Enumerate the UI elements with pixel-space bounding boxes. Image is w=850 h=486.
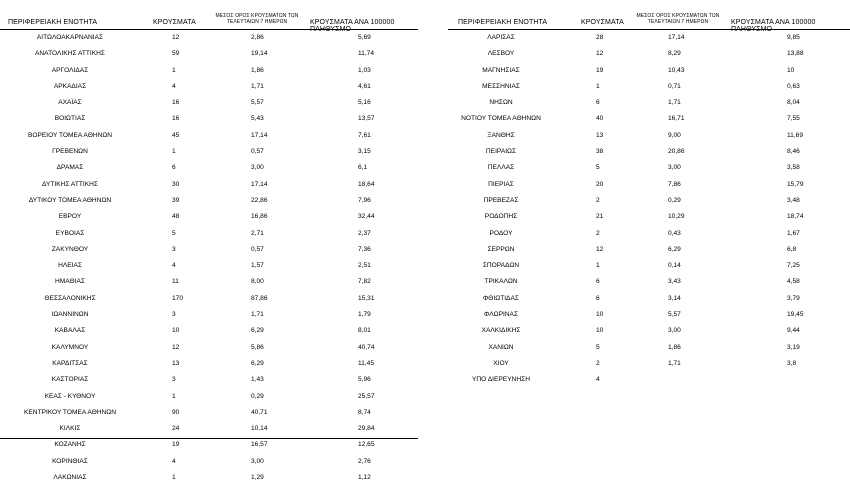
- per100k-cell: 13,57: [358, 115, 375, 123]
- per100k-cell: 1,79: [358, 311, 371, 319]
- per100k-cell: 10: [787, 66, 795, 74]
- per100k-cell: 13,88: [787, 50, 804, 58]
- region-cell: ΞΑΝΘΗΣ: [487, 131, 515, 139]
- table-row: [0, 470, 418, 486]
- cases-cell: 10: [596, 327, 604, 335]
- table-row: [0, 356, 418, 372]
- region-cell: ΗΛΕΙΑΣ: [58, 262, 82, 270]
- avg-cell: 8,29: [668, 50, 681, 58]
- per100k-cell: 18,74: [787, 213, 804, 221]
- table-row: [448, 323, 850, 339]
- cases-cell: 1: [172, 148, 176, 156]
- per100k-cell: 9,44: [787, 327, 800, 335]
- table-row: [0, 421, 418, 437]
- avg-cell: 2,86: [251, 34, 264, 41]
- avg-cell: 6,29: [251, 327, 264, 335]
- avg-cell: 19,14: [251, 50, 268, 58]
- cases-cell: 12: [596, 245, 604, 253]
- table-row: [0, 389, 418, 405]
- avg-cell: 0,29: [668, 196, 681, 204]
- region-cell: ΑΙΤΩΛΟΑΚΑΡΝΑΝΙΑΣ: [36, 34, 104, 41]
- avg-cell: 9,00: [668, 131, 681, 139]
- table-row: [0, 46, 418, 62]
- region-cell: ΛΑΡΙΣΑΣ: [487, 34, 515, 41]
- region-cell: ΚΕΝΤΡΙΚΟΥ ΤΟΜΕΑ ΑΘΗΝΩΝ: [24, 408, 116, 416]
- table-row: [448, 95, 850, 111]
- avg-cell: 17,14: [251, 131, 268, 139]
- region-cell: ΜΕΣΣΗΝΙΑΣ: [482, 82, 520, 90]
- cases-cell: 10: [172, 327, 180, 335]
- table-row: [448, 128, 850, 144]
- cases-cell: 5: [172, 229, 176, 237]
- per100k-cell: 12,65: [358, 441, 375, 449]
- per100k-cell: 3,8: [787, 359, 797, 367]
- avg-cell: 3,00: [668, 164, 681, 172]
- region-cell: ΧΑΛΚΙΔΙΚΗΣ: [481, 327, 521, 335]
- cases-cell: 45: [172, 131, 180, 139]
- table-row: [448, 46, 850, 62]
- cases-cell: 10: [596, 311, 604, 319]
- table-row: [0, 95, 418, 111]
- per100k-cell: 40,74: [358, 343, 375, 351]
- avg-cell: 5,43: [251, 115, 264, 123]
- per100k-cell: 2,51: [358, 262, 371, 270]
- region-cell: ΡΟΔΟΠΗΣ: [484, 213, 518, 221]
- region-cell: ΚΑΣΤΟΡΙΑΣ: [51, 376, 89, 384]
- header-avg: [212, 13, 302, 25]
- per100k-cell: 29,84: [358, 425, 375, 433]
- cases-cell: 13: [172, 359, 180, 367]
- table-row: [0, 193, 418, 209]
- avg-cell: 1,71: [251, 82, 264, 90]
- per100k-cell: 5,96: [358, 376, 371, 384]
- region-cell: ΠΡΕΒΕΖΑΣ: [483, 196, 519, 204]
- header-per100k: ΚΡΟΥΣΜΑΤΑ ΑΝΑ 100000: [731, 19, 816, 26]
- cases-cell: 11: [172, 278, 179, 286]
- cases-cell: 4: [172, 457, 176, 465]
- region-cell: ΑΡΓΟΛΙΔΑΣ: [51, 66, 89, 74]
- avg-cell: 5,57: [668, 311, 681, 319]
- avg-cell: 0,57: [251, 245, 264, 253]
- cases-cell: 6: [596, 294, 600, 302]
- table-row: [448, 307, 850, 323]
- per100k-cell: 3,15: [358, 148, 371, 156]
- per100k-cell: 4,58: [787, 278, 800, 286]
- avg-cell: 17,14: [668, 34, 685, 41]
- per100k-cell: 8,46: [787, 148, 800, 156]
- region-cell: ΛΑΚΩΝΙΑΣ: [53, 474, 87, 482]
- table-row: [0, 307, 418, 323]
- table-row: [448, 372, 850, 388]
- avg-cell: 3,00: [668, 327, 681, 335]
- per100k-cell: 6,1: [358, 164, 368, 172]
- right-table: [448, 0, 850, 389]
- per100k-cell: 7,25: [787, 262, 800, 270]
- region-cell: ΠΙΕΡΙΑΣ: [488, 180, 514, 188]
- cases-cell: 1: [172, 392, 176, 400]
- cases-cell: 6: [596, 278, 600, 286]
- avg-cell: 2,71: [251, 229, 264, 237]
- header-avg-line1: ΜΕΣΟΣ ΟΡΟΣ ΚΡΟΥΣΜΑΤΩΝ ΤΩΝ: [636, 13, 720, 19]
- table-row: [448, 79, 850, 95]
- region-cell: ΚΑΒΑΛΑΣ: [54, 327, 86, 335]
- cases-cell: 12: [172, 343, 180, 351]
- header-per100k: ΚΡΟΥΣΜΑΤΑ ΑΝΑ 100000: [310, 19, 395, 26]
- region-cell: ΠΕΙΡΑΙΩΣ: [485, 148, 517, 156]
- table-row: [0, 323, 418, 339]
- per100k-cell: 15,31: [358, 294, 375, 302]
- per100k-cell: 3,79: [787, 294, 800, 302]
- table-row: [448, 30, 850, 46]
- table-row: [448, 177, 850, 193]
- region-cell: ΧΑΝΙΩΝ: [488, 343, 514, 351]
- avg-cell: 1,57: [251, 262, 264, 270]
- cases-cell: 20: [596, 180, 604, 188]
- cases-cell: 40: [596, 115, 604, 123]
- cases-cell: 1: [596, 262, 600, 270]
- table-row: [0, 30, 418, 46]
- cases-cell: 2: [596, 359, 600, 367]
- cases-cell: 5: [596, 164, 600, 172]
- region-cell: ΔΥΤΙΚΟΥ ΤΟΜΕΑ ΑΘΗΝΩΝ: [28, 196, 112, 204]
- per100k-cell: 3,58: [787, 164, 800, 172]
- avg-cell: 22,86: [251, 196, 268, 204]
- table-row: [0, 144, 418, 160]
- cases-cell: 2: [596, 229, 600, 237]
- table-row: [448, 258, 850, 274]
- table-row: [448, 340, 850, 356]
- region-cell: ΥΠΟ ΔΙΕΡΕΥΝΗΣΗ: [472, 376, 530, 384]
- table-row: [0, 372, 418, 388]
- table-row: [0, 454, 418, 470]
- cases-cell: 38: [596, 148, 604, 156]
- avg-cell: 5,57: [251, 99, 264, 107]
- region-cell: ΔΡΑΜΑΣ: [56, 164, 84, 172]
- avg-cell: 40,71: [251, 408, 268, 416]
- region-cell: ΑΝΑΤΟΛΙΚΗΣ ΑΤΤΙΚΗΣ: [35, 50, 105, 58]
- avg-cell: 6,29: [251, 359, 264, 367]
- region-cell: ΣΕΡΡΩΝ: [487, 245, 515, 253]
- table-row: [0, 79, 418, 95]
- region-cell: ΧΙΟΥ: [493, 359, 509, 367]
- cases-cell: 1: [172, 66, 176, 74]
- cases-cell: 4: [596, 376, 600, 384]
- avg-cell: 1,86: [668, 343, 681, 351]
- cases-cell: 24: [172, 425, 180, 433]
- per100k-cell: 15,79: [787, 180, 804, 188]
- region-cell: ΖΑΚΥΝΘΟΥ: [51, 245, 89, 253]
- cases-cell: 90: [172, 408, 180, 416]
- region-cell: ΚΙΛΚΙΣ: [59, 425, 81, 433]
- table-row: [0, 128, 418, 144]
- left-table: [0, 0, 418, 486]
- cases-cell: 170: [172, 294, 184, 302]
- per100k-cell: 1,12: [358, 474, 371, 482]
- region-cell: ΦΛΩΡΙΝΑΣ: [483, 311, 519, 319]
- per100k-cell: 6,8: [787, 245, 797, 253]
- cases-cell: 16: [172, 115, 180, 123]
- per100k-cell: 9,85: [787, 34, 800, 41]
- table-row: [0, 209, 418, 225]
- cases-cell: 2: [596, 196, 600, 204]
- avg-cell: 16,86: [251, 213, 268, 221]
- table-row: [0, 177, 418, 193]
- per100k-cell: 5,69: [358, 34, 371, 41]
- region-cell: ΚΑΡΔΙΤΣΑΣ: [52, 359, 88, 367]
- table-row: [448, 226, 850, 242]
- per100k-cell: 2,37: [358, 229, 371, 237]
- avg-cell: 16,71: [668, 115, 685, 123]
- per100k-cell: 11,69: [787, 131, 804, 139]
- cases-cell: 39: [172, 196, 180, 204]
- table-row: [0, 242, 418, 258]
- avg-cell: 7,86: [668, 180, 681, 188]
- avg-cell: 0,71: [668, 82, 681, 90]
- per100k-cell: 25,57: [358, 392, 375, 400]
- right-table-body: [448, 30, 850, 389]
- region-cell: ΑΧΑΪΑΣ: [58, 99, 82, 107]
- left-table-body: [0, 30, 418, 486]
- cases-cell: 1: [596, 82, 600, 90]
- avg-cell: 10,29: [668, 213, 685, 221]
- table-row: [0, 405, 418, 421]
- region-cell: ΑΡΚΑΔΙΑΣ: [53, 82, 87, 90]
- cases-cell: 6: [596, 99, 600, 107]
- per100k-cell: 7,55: [787, 115, 800, 123]
- table-row: [448, 274, 850, 290]
- region-cell: ΝΟΤΙΟΥ ΤΟΜΕΑ ΑΘΗΝΩΝ: [461, 115, 541, 123]
- avg-cell: 6,29: [668, 245, 681, 253]
- region-cell: ΦΘΙΩΤΙΔΑΣ: [483, 294, 519, 302]
- region-cell: ΗΜΑΘΙΑΣ: [55, 278, 85, 286]
- cases-cell: 4: [172, 82, 176, 90]
- per100k-cell: 2,76: [358, 457, 371, 465]
- avg-cell: 0,43: [668, 229, 681, 237]
- avg-cell: 3,14: [668, 294, 681, 302]
- per100k-cell: 3,19: [787, 343, 800, 351]
- header-region: ΠΕΡΙΦΕΡΕΙΑΚΗ ΕΝΟΤΗΤΑ: [8, 19, 98, 26]
- cases-cell: 1: [172, 474, 176, 482]
- cases-cell: 48: [172, 213, 180, 221]
- region-cell: ΔΥΤΙΚΗΣ ΑΤΤΙΚΗΣ: [42, 180, 98, 188]
- table-row: [448, 242, 850, 258]
- per100k-cell: 11,74: [358, 50, 375, 58]
- region-cell: ΣΠΟΡΑΔΩΝ: [482, 262, 520, 270]
- region-cell: ΕΥΒΟΙΑΣ: [55, 229, 85, 237]
- per100k-cell: 7,82: [358, 278, 371, 286]
- per100k-cell: 19,45: [787, 311, 804, 319]
- cases-cell: 3: [172, 245, 176, 253]
- cases-cell: 16: [172, 99, 180, 107]
- header-avg-line2: ΤΕΛΕΥΤΑΙΩΝ 7 ΗΜΕΡΩΝ: [647, 19, 709, 25]
- cases-cell: 4: [172, 262, 176, 270]
- per100k-cell: 3,48: [787, 196, 800, 204]
- cases-cell: 30: [172, 180, 180, 188]
- table-row: [448, 63, 850, 79]
- per100k-cell: 7,36: [358, 245, 371, 253]
- cases-cell: 19: [172, 441, 180, 449]
- region-cell: ΙΩΑΝΝΙΝΩΝ: [51, 311, 89, 319]
- cases-cell: 3: [172, 311, 176, 319]
- region-cell: ΛΕΣΒΟΥ: [487, 50, 515, 58]
- per100k-cell: 1,03: [358, 66, 371, 74]
- region-cell: ΡΟΔΟΥ: [489, 229, 513, 237]
- table-row: [448, 193, 850, 209]
- avg-cell: 3,43: [668, 278, 681, 286]
- table-row: [448, 209, 850, 225]
- cases-cell: 3: [172, 376, 176, 384]
- table-row: [0, 63, 418, 79]
- per100k-cell: 0,63: [787, 82, 800, 90]
- per100k-cell: 18,64: [358, 180, 375, 188]
- cases-cell: 19: [596, 66, 604, 74]
- cases-cell: 13: [596, 131, 604, 139]
- table-row: [0, 111, 418, 127]
- avg-cell: 1,71: [668, 359, 681, 367]
- region-cell: ΓΡΕΒΕΝΩΝ: [52, 148, 88, 156]
- cases-cell: 6: [172, 164, 176, 172]
- region-cell: ΒΟΙΩΤΙΑΣ: [54, 115, 86, 123]
- table-row: [448, 291, 850, 307]
- avg-cell: 1,71: [251, 311, 264, 319]
- left-bottom-divider: [0, 438, 418, 439]
- table-row: [0, 340, 418, 356]
- per100k-cell: 11,45: [358, 359, 375, 367]
- per100k-cell: 1,67: [787, 229, 800, 237]
- per100k-cell: 4,61: [358, 82, 371, 90]
- per100k-cell: 8,74: [358, 408, 371, 416]
- per100k-cell: 7,96: [358, 196, 371, 204]
- header-cases: ΚΡΟΥΣΜΑΤΑ: [581, 19, 624, 26]
- avg-cell: 3,00: [251, 457, 264, 465]
- header-avg-line2: ΤΕΛΕΥΤΑΙΩΝ 7 ΗΜΕΡΩΝ: [226, 19, 288, 25]
- per100k-cell: 5,16: [358, 99, 371, 107]
- per100k-cell: 8,04: [787, 99, 800, 107]
- region-cell: ΜΑΓΝΗΣΙΑΣ: [482, 66, 520, 74]
- region-cell: ΚΟΖΑΝΗΣ: [54, 441, 86, 449]
- cases-cell: 28: [596, 34, 604, 41]
- right-table-header: [448, 0, 850, 30]
- cases-cell: 5: [596, 343, 600, 351]
- cases-cell: 59: [172, 50, 180, 58]
- avg-cell: 5,86: [251, 343, 264, 351]
- avg-cell: 1,29: [251, 474, 264, 482]
- avg-cell: 10,43: [668, 66, 685, 74]
- table-row: [448, 160, 850, 176]
- region-cell: ΚΕΑΣ - ΚΥΘΝΟΥ: [44, 392, 96, 400]
- header-cases: ΚΡΟΥΣΜΑΤΑ: [153, 19, 196, 26]
- cases-cell: 12: [596, 50, 604, 58]
- region-cell: ΝΗΣΩΝ: [489, 99, 513, 107]
- region-cell: ΒΟΡΕΙΟΥ ΤΟΜΕΑ ΑΘΗΝΩΝ: [27, 131, 113, 139]
- table-row: [0, 226, 418, 242]
- cases-cell: 21: [596, 213, 604, 221]
- region-cell: ΘΕΣΣΑΛΟΝΙΚΗΣ: [44, 294, 96, 302]
- avg-cell: 3,00: [251, 164, 264, 172]
- table-row: [448, 144, 850, 160]
- avg-cell: 20,86: [668, 148, 685, 156]
- per100k-cell: 8,01: [358, 327, 371, 335]
- header-region: ΠΕΡΙΦΕΡΕΙΑΚΗ ΕΝΟΤΗΤΑ: [458, 19, 548, 26]
- table-row: [0, 274, 418, 290]
- per100k-cell: 7,61: [358, 131, 371, 139]
- region-cell: ΚΑΛΥΜΝΟΥ: [51, 343, 89, 351]
- avg-cell: 0,29: [251, 392, 264, 400]
- avg-cell: 1,43: [251, 376, 264, 384]
- region-cell: ΚΟΡΙΝΘΙΑΣ: [52, 457, 88, 465]
- avg-cell: 17,14: [251, 180, 268, 188]
- avg-cell: 0,14: [668, 262, 681, 270]
- cases-cell: 12: [172, 34, 180, 41]
- per100k-cell: 32,44: [358, 213, 375, 221]
- avg-cell: 1,86: [251, 66, 264, 74]
- avg-cell: 87,86: [251, 294, 268, 302]
- table-row: [0, 291, 418, 307]
- avg-cell: 10,14: [251, 425, 268, 433]
- header-avg: [633, 13, 723, 25]
- table-row: [448, 111, 850, 127]
- table-row: [448, 356, 850, 372]
- left-table-header: [0, 0, 418, 30]
- header-avg-line1: ΜΕΣΟΣ ΟΡΟΣ ΚΡΟΥΣΜΑΤΩΝ ΤΩΝ: [215, 13, 299, 19]
- region-cell: ΠΕΛΛΑΣ: [487, 164, 515, 172]
- region-cell: ΕΒΡΟΥ: [58, 213, 82, 221]
- region-cell: ΤΡΙΚΑΛΩΝ: [484, 278, 518, 286]
- table-row: [0, 258, 418, 274]
- table-row: [0, 160, 418, 176]
- avg-cell: 1,71: [668, 99, 681, 107]
- avg-cell: 16,57: [251, 441, 268, 449]
- avg-cell: 0,57: [251, 148, 264, 156]
- avg-cell: 8,00: [251, 278, 264, 286]
